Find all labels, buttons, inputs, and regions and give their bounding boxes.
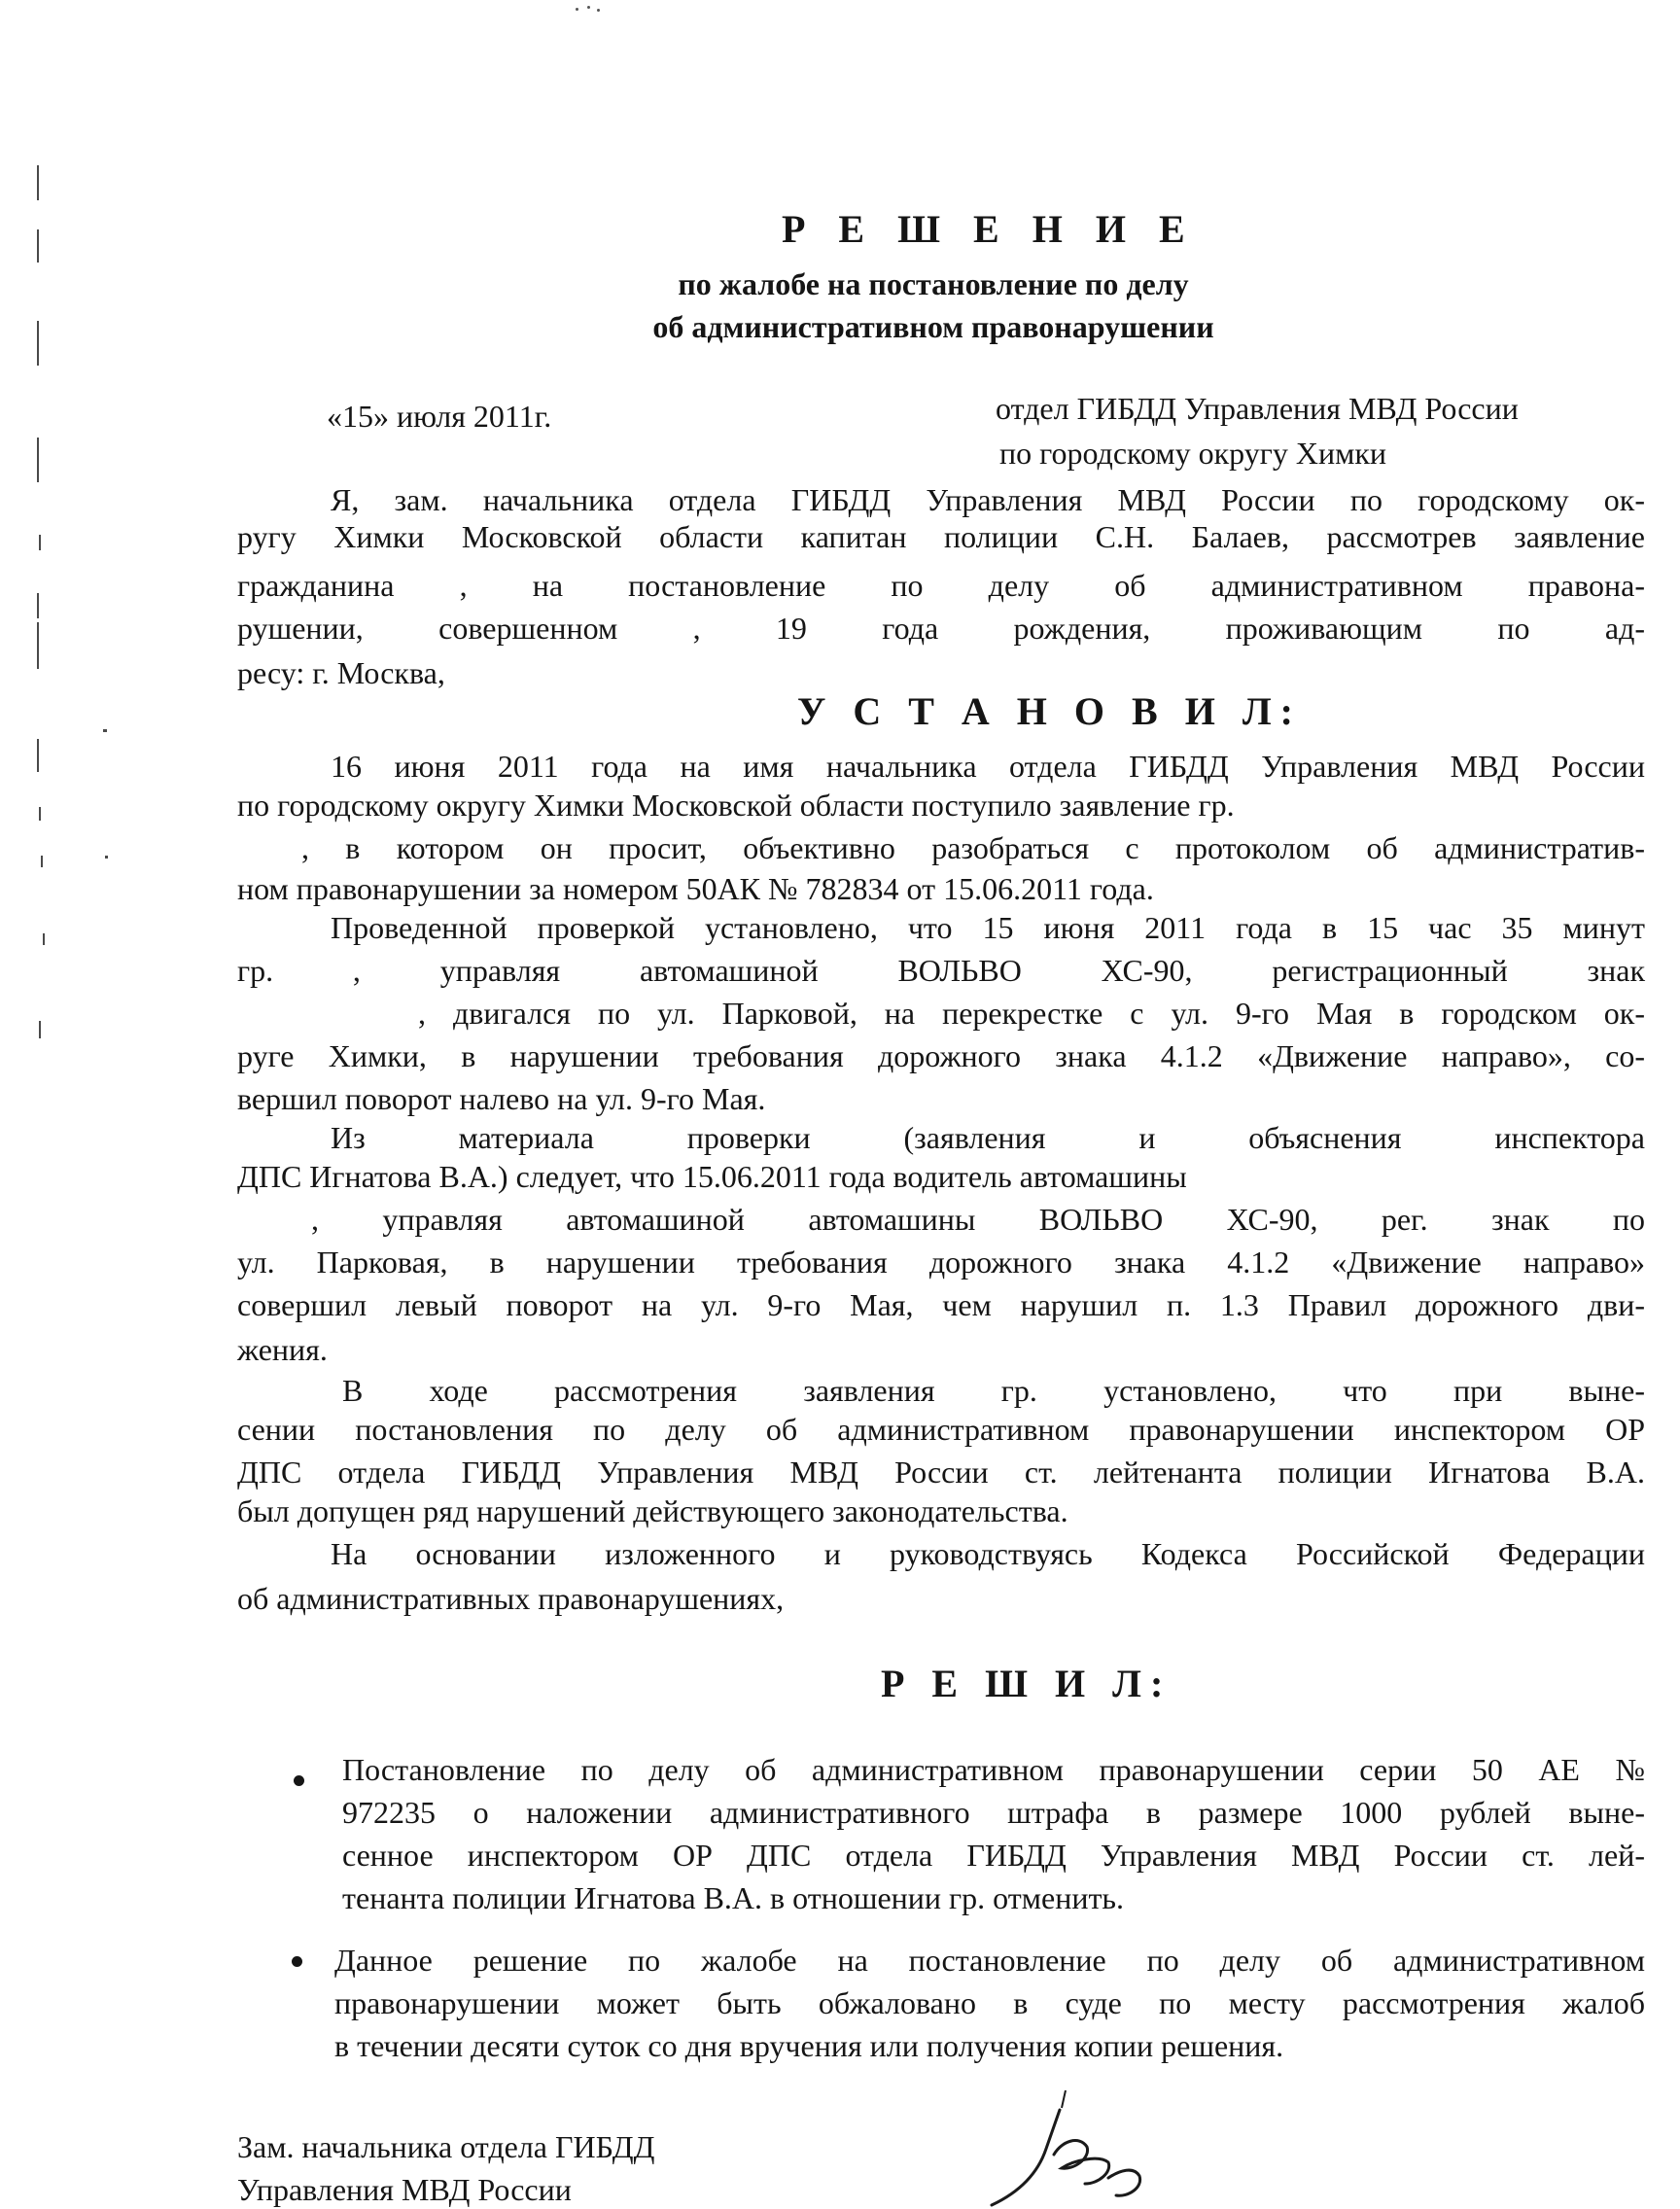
- heading-decided: Р Е Ш И Л:: [881, 1662, 1172, 1705]
- established-line: был допущен ряд нарушений действующего законодательства.: [237, 1493, 1068, 1528]
- established-line: сении постановления по делу об административном правонарушении инспектором ОР: [237, 1412, 1645, 1447]
- intro-line: рушении, совершенном , 19 года рождения, проживающим по ад-: [237, 611, 1645, 646]
- document-date: «15» июля 2011г.: [327, 399, 552, 434]
- established-line: ДПС отдела ГИБДД Управления МВД России ст. лейтенанта полиции Игнатова В.А.: [237, 1455, 1645, 1490]
- established-line: об административных правонарушениях,: [237, 1581, 785, 1616]
- document-title: Р Е Ш Е Н И Е: [782, 207, 1197, 251]
- established-line: гр. , управляя автомашиной ВОЛЬВО ХС-90, регистрационный знак: [237, 953, 1645, 988]
- established-line: Из материала проверки (заявления и объяснения инспектора: [331, 1120, 1645, 1155]
- established-line: руге Химки, в нарушении требования дорожного знака 4.1.2 «Движение направо», со-: [237, 1038, 1645, 1073]
- decision-item-1-line: сенное инспектором ОР ДПС отдела ГИБДД Управления МВД России ст. лей-: [342, 1838, 1645, 1873]
- decision-item-2-line: в течении десяти суток со дня вручения или получения копии решения.: [334, 2028, 1284, 2063]
- signatory-line-1: Зам. начальника отдела ГИБДД: [237, 2129, 655, 2164]
- bullet-dot: [294, 1775, 304, 1786]
- decision-item-1-line: 972235 о наложении административного штрафа в размере 1000 рублей выне-: [342, 1795, 1645, 1830]
- signatory-line-2: Управления МВД России: [237, 2172, 572, 2207]
- decision-item-2-line: Данное решение по жалобе на постановление по делу об административном: [334, 1943, 1645, 1978]
- intro-line: Я, зам. начальника отдела ГИБДД Управления МВД России по городскому ок-: [331, 482, 1645, 517]
- office-line-2: по городскому округу Химки: [999, 436, 1386, 471]
- established-line: ул. Парковая, в нарушении требования дорожного знака 4.1.2 «Движение направо»: [237, 1245, 1645, 1280]
- established-line: , в котором он просит, объективно разобраться с протоколом об административ-: [301, 830, 1645, 865]
- subtitle-line-2: об административном правонарушении: [652, 309, 1214, 344]
- established-line: совершил левый поворот на ул. 9-го Мая, чем нарушил п. 1.3 Правил дорожного дви-: [237, 1287, 1645, 1322]
- decision-item-2-line: правонарушении может быть обжаловано в суде по месту рассмотрения жалоб: [334, 1985, 1645, 2020]
- decision-item-1-line: тенанта полиции Игнатова В.А. в отношении гр. отменить.: [342, 1880, 1125, 1915]
- handwritten-signature: [953, 2090, 1186, 2209]
- established-line: жения.: [237, 1332, 328, 1367]
- intro-line: ругу Химки Московской области капитан полиции С.Н. Балаев, рассмотрев заявление: [237, 519, 1645, 554]
- office-line-1: отдел ГИБДД Управления МВД России: [996, 391, 1519, 426]
- established-line: 16 июня 2011 года на имя начальника отдела ГИБДД Управления МВД России: [331, 749, 1645, 784]
- established-line: вершил поворот налево на ул. 9-го Мая.: [237, 1081, 766, 1116]
- scan-speck: [576, 6, 601, 12]
- intro-line: гражданина , на постановление по делу об административном правона-: [237, 568, 1645, 603]
- established-line: по городскому округу Химки Московской области поступило заявление гр.: [237, 788, 1235, 823]
- decision-item-1-line: Постановление по делу об административном правонарушении серии 50 АЕ №: [342, 1752, 1645, 1787]
- established-line: ном правонарушении за номером 50АК № 782834 от 15.06.2011 года.: [237, 871, 1154, 906]
- heading-established: У С Т А Н О В И Л:: [797, 689, 1302, 733]
- established-line: , двигался по ул. Парковой, на перекрестке с ул. 9-го Мая в городском ок-: [418, 996, 1645, 1031]
- subtitle-line-1: по жалобе на постановление по делу: [678, 266, 1189, 301]
- bullet-dot: [292, 1956, 302, 1967]
- established-line: Проведенной проверкой установлено, что 15 июня 2011 года в 15 час 35 минут: [331, 910, 1645, 945]
- established-line: ДПС Игнатова В.А.) следует, что 15.06.2011 года водитель автомашины: [237, 1159, 1187, 1194]
- established-line: На основании изложенного и руководствуясь Кодекса Российской Федерации: [331, 1536, 1645, 1571]
- intro-line: ресу: г. Москва,: [237, 655, 445, 690]
- established-line: В ходе рассмотрения заявления гр. установлено, что при выне-: [342, 1373, 1645, 1408]
- established-line: , управляя автомашиной автомашины ВОЛЬВО ХС-90, рег. знак по: [311, 1202, 1645, 1237]
- scan-margin-marks: [35, 0, 113, 2209]
